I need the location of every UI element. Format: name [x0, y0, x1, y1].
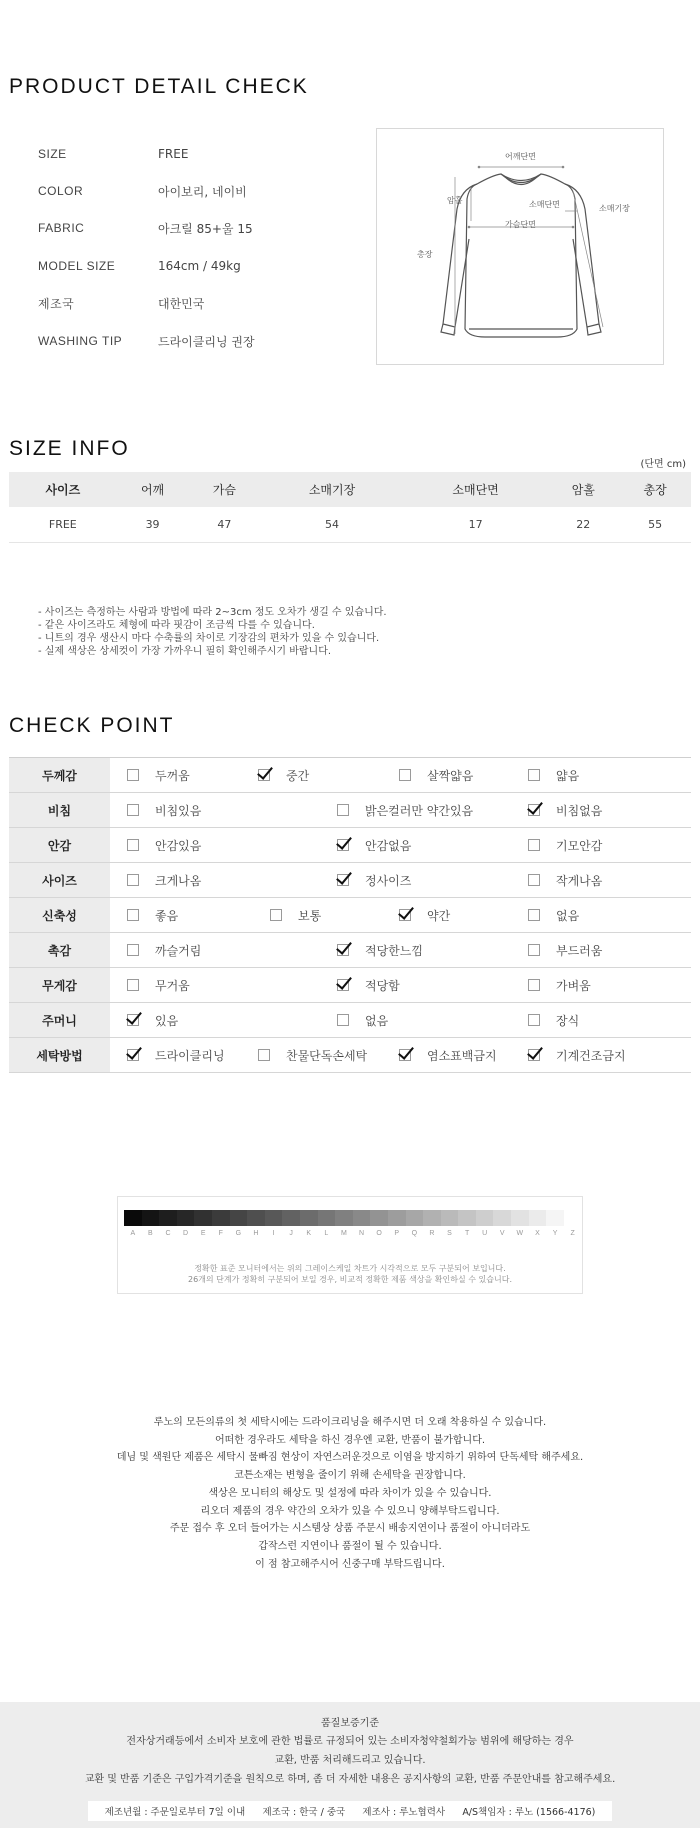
footer-line: 전자상거래등에서 소비자 보호에 관한 법률로 규정되어 있는 소비자청약철회가능 범위에 해당하는 경우: [126, 1736, 574, 1747]
empty-checkbox-icon: [127, 944, 139, 956]
size-info-title: SIZE INFO: [9, 437, 130, 460]
empty-checkbox-icon: [270, 909, 282, 921]
grayscale-swatch: [441, 1210, 459, 1226]
empty-checkbox-icon: [528, 1014, 540, 1026]
check-point-label: 두께감: [9, 758, 110, 792]
product-detail-value: FREE: [158, 147, 189, 161]
size-header-cell: 가슴: [188, 472, 260, 507]
check-point-label: 주머니: [9, 1003, 110, 1037]
grayscale-swatch: [406, 1210, 424, 1226]
size-note-line: - 사이즈는 측정하는 사람과 방법에 따라 2~3cm 정도 오차가 생길 수 있습니다.: [38, 607, 387, 618]
check-option-label: 기모안감: [556, 838, 603, 853]
empty-checkbox-icon: [127, 979, 139, 991]
size-cell: 54: [260, 507, 404, 542]
check-option: [270, 898, 321, 932]
grayscale-swatch: [511, 1210, 529, 1226]
empty-checkbox-icon: [528, 909, 540, 921]
grayscale-swatch: [564, 1210, 582, 1226]
check-option: [399, 1038, 497, 1072]
check-option: [528, 793, 602, 827]
check-option-label: 안감없음: [365, 838, 412, 853]
diagram-label-armhole: 암홀: [447, 196, 463, 205]
footer-line: 교환, 반품 처리해드리고 있습니다.: [274, 1755, 426, 1766]
check-option-label: 밝은컬러만 약간있음: [365, 803, 474, 818]
size-header-cell: 어깨: [117, 472, 189, 507]
check-point-row: [9, 828, 691, 863]
size-unit-note: (단면 cm): [640, 459, 686, 470]
diagram-label-sleeve-length: 소매기장: [599, 204, 630, 213]
checked-checkbox-icon: [399, 909, 411, 921]
check-point-label: 안감: [9, 828, 110, 862]
grayscale-letter: S: [447, 1230, 452, 1237]
product-detail-row: [38, 144, 188, 164]
check-point-row: [9, 863, 691, 898]
product-detail-title: PRODUCT DETAIL CHECK: [9, 75, 309, 98]
check-option: [127, 898, 178, 932]
check-option: [337, 933, 423, 967]
grayscale-swatch: [265, 1210, 283, 1226]
check-option: [127, 933, 201, 967]
grayscale-swatch: [247, 1210, 265, 1226]
notice-line: 코튼소재는 변형을 줄이기 위해 손세탁을 권장합니다.: [234, 1470, 466, 1482]
empty-checkbox-icon: [127, 839, 139, 851]
empty-checkbox-icon: [528, 979, 540, 991]
check-point-row: [9, 758, 691, 793]
product-detail-value: 164cm / 49kg: [158, 259, 241, 273]
grayscale-letter: K: [306, 1230, 312, 1237]
grayscale-swatch: [370, 1210, 388, 1226]
footer-bar-item: 제조년월 : 주문일로부터 7일 이내: [104, 1807, 246, 1818]
grayscale-letter: T: [464, 1230, 470, 1237]
check-point-table: [9, 757, 691, 1073]
grayscale-letter: Z: [570, 1230, 575, 1237]
grayscale-caption-line: 26개의 단계가 정확히 구분되어 보일 경우, 비교적 정확한 제품 색상을 확인하실 수 있습니다.: [188, 1275, 512, 1284]
check-point-options: [110, 898, 691, 932]
check-option: [528, 758, 579, 792]
check-option-label: 크게나옴: [155, 873, 202, 888]
check-point-options: [110, 1038, 691, 1072]
grayscale-letter: L: [324, 1230, 329, 1237]
grayscale-letter: P: [394, 1230, 400, 1237]
grayscale-letter: N: [358, 1230, 365, 1237]
check-option-label: 두꺼움: [155, 768, 190, 783]
grayscale-swatch: [212, 1210, 230, 1226]
check-option-label: 부드러움: [556, 943, 603, 958]
check-option-label: 가벼움: [556, 978, 591, 993]
footer-text: [0, 1732, 700, 1789]
check-option-label: 얇음: [556, 768, 580, 783]
manufacturer-info-bar: [88, 1801, 612, 1821]
check-option-label: 없음: [365, 1013, 389, 1028]
empty-checkbox-icon: [127, 874, 139, 886]
checked-checkbox-icon: [337, 839, 349, 851]
grayscale-letter: E: [200, 1230, 206, 1237]
checked-checkbox-icon: [127, 1049, 139, 1061]
grayscale-swatch: [159, 1210, 177, 1226]
grayscale-swatch: [124, 1210, 142, 1226]
size-cell: 22: [547, 507, 619, 542]
grayscale-chart: [117, 1196, 583, 1294]
check-option-label: 있음: [155, 1013, 179, 1028]
grayscale-letter: A: [130, 1230, 136, 1237]
empty-checkbox-icon: [127, 804, 139, 816]
check-point-row: [9, 1003, 691, 1038]
size-header-cell: 소매단면: [404, 472, 548, 507]
size-cell: 17: [404, 507, 548, 542]
checked-checkbox-icon: [337, 944, 349, 956]
notice-line: 데님 및 색원단 제품은 세탁시 물빠짐 현상이 자연스러운것으로 이염을 방지하기 위하여 단독세탁 해주세요.: [116, 1452, 584, 1464]
check-point-row: [9, 898, 691, 933]
check-option-label: 찬물단독손세탁: [286, 1048, 368, 1063]
check-point-options: [110, 1003, 691, 1037]
grayscale-swatch: [458, 1210, 476, 1226]
footer-line: 교환 및 반품 기준은 구입가격기준을 원칙으로 하며, 좀 더 자세한 내용은 공지사항의 교환, 반품 주문안내를 참고해주세요.: [84, 1774, 616, 1785]
notice-line: 이 점 참고해주시어 신중구매 부탁드립니다.: [255, 1558, 445, 1570]
check-option: [127, 828, 201, 862]
check-option: [127, 1038, 225, 1072]
grayscale-letter: C: [165, 1230, 171, 1237]
grayscale-letter: Y: [552, 1230, 558, 1237]
grayscale-letter: U: [482, 1230, 488, 1237]
check-option-label: 정사이즈: [365, 873, 412, 888]
quality-guarantee-footer: [0, 1702, 700, 1828]
diagram-label-chest: 가슴단면: [505, 220, 536, 229]
grayscale-swatch: [423, 1210, 441, 1226]
check-option: [528, 1038, 626, 1072]
empty-checkbox-icon: [528, 874, 540, 886]
product-detail-label: MODEL SIZE: [38, 259, 116, 273]
grayscale-letter: J: [289, 1230, 293, 1237]
check-point-label: 세탁방법: [9, 1038, 110, 1072]
grayscale-swatch: [300, 1210, 318, 1226]
check-point-row: [9, 968, 691, 1003]
check-point-options: [110, 793, 691, 827]
product-detail-value: 대한민국: [158, 296, 205, 311]
check-option: [528, 828, 602, 862]
check-point-label: 촉감: [9, 933, 110, 967]
product-detail-row: [38, 181, 247, 201]
grayscale-swatch: [388, 1210, 406, 1226]
check-option: [528, 863, 602, 897]
check-option: [337, 968, 400, 1002]
check-option: [399, 758, 473, 792]
check-option: [528, 968, 591, 1002]
check-option: [258, 1038, 367, 1072]
size-note-line: - 니트의 경우 생산시 마다 수축률의 차이로 기장감의 편차가 있을 수 있습니다.: [38, 633, 380, 644]
diagram-label-shoulder: 어깨단면: [505, 152, 536, 161]
grayscale-letter: V: [499, 1230, 505, 1237]
size-cell: 47: [188, 507, 260, 542]
grayscale-letters: [124, 1230, 581, 1237]
check-point-options: [110, 863, 691, 897]
product-detail-row: [38, 293, 204, 313]
check-option: [399, 898, 450, 932]
diagram-label-sleeve-width: 소매단면: [529, 200, 560, 209]
size-notes: [38, 606, 387, 658]
grayscale-swatch: [493, 1210, 511, 1226]
washing-notice: [0, 1414, 700, 1573]
size-note-line: - 실제 색상은 상세컷이 가장 가까우니 필히 확인해주시기 바랍니다.: [38, 646, 332, 657]
size-diagram: [376, 128, 664, 365]
check-option-label: 보통: [298, 908, 322, 923]
check-point-options: [110, 758, 691, 792]
product-detail-label: COLOR: [38, 184, 84, 198]
grayscale-letter: O: [376, 1230, 382, 1237]
product-detail-row: [38, 256, 241, 276]
checked-checkbox-icon: [337, 979, 349, 991]
check-option: [127, 793, 201, 827]
size-header-cell: 총장: [619, 472, 691, 507]
notice-line: 갑작스런 지연이나 품절이 될 수 있습니다.: [258, 1540, 442, 1552]
product-detail-label: WASHING TIP: [38, 334, 123, 348]
check-option-label: 좋음: [155, 908, 179, 923]
empty-checkbox-icon: [528, 769, 540, 781]
grayscale-letter: W: [516, 1230, 524, 1237]
check-option: [528, 1003, 579, 1037]
product-detail-value: 아크릴 85+울 15: [158, 221, 253, 236]
check-option: [127, 863, 201, 897]
empty-checkbox-icon: [258, 1049, 270, 1061]
grayscale-swatch: [177, 1210, 195, 1226]
empty-checkbox-icon: [528, 944, 540, 956]
product-detail-row: [38, 331, 255, 351]
footer-bar-item: 제조사 : 루노협력사: [362, 1807, 446, 1818]
grayscale-letter: M: [341, 1230, 347, 1237]
check-point-row: [9, 793, 691, 828]
check-option-label: 장식: [556, 1013, 580, 1028]
check-option: [337, 828, 411, 862]
product-detail-value: 드라이클리닝 권장: [158, 334, 255, 349]
checked-checkbox-icon: [528, 1049, 540, 1061]
check-point-label: 무게감: [9, 968, 110, 1002]
check-option-label: 약간: [427, 908, 451, 923]
empty-checkbox-icon: [399, 769, 411, 781]
check-option-label: 무거움: [155, 978, 190, 993]
check-point-options: [110, 968, 691, 1002]
check-option: [127, 1003, 178, 1037]
check-point-label: 사이즈: [9, 863, 110, 897]
grayscale-letter: I: [272, 1230, 275, 1237]
grayscale-letter: X: [535, 1230, 540, 1237]
check-option: [127, 968, 190, 1002]
check-option: [528, 898, 579, 932]
product-detail-value: 아이보리, 네이비: [158, 184, 247, 199]
notice-line: 루노의 모든의류의 첫 세탁시에는 드라이크리닝을 해주시면 더 오래 착용하실 수 있습니다.: [153, 1417, 547, 1428]
grayscale-swatch: [194, 1210, 212, 1226]
grayscale-letter: H: [253, 1230, 259, 1237]
notice-line: 색상은 모니터의 해상도 및 설정에 따라 차이가 있을 수 있습니다.: [208, 1487, 492, 1499]
check-option-label: 드라이클리닝: [155, 1048, 225, 1063]
check-option: [528, 933, 602, 967]
check-point-options: [110, 933, 691, 967]
grayscale-swatch: [282, 1210, 300, 1226]
grayscale-swatch: [335, 1210, 353, 1226]
check-point-row: [9, 1038, 691, 1073]
grayscale-letter: R: [429, 1230, 435, 1237]
notice-line: 리오더 제품의 경우 약간의 오차가 있을 수 있으니 양해부탁드립니다.: [200, 1505, 500, 1517]
check-option: [337, 793, 473, 827]
check-option-label: 안감있음: [155, 838, 202, 853]
check-option-label: 기계건조금지: [556, 1048, 626, 1063]
check-option-label: 없음: [556, 908, 580, 923]
check-option-label: 염소표백금지: [427, 1048, 497, 1063]
product-detail-label: SIZE: [38, 147, 67, 161]
check-option: [127, 758, 190, 792]
check-point-label: 신축성: [9, 898, 110, 932]
grayscale-letter: Q: [411, 1230, 418, 1237]
size-cell: 55: [619, 507, 691, 542]
check-point-label: 비침: [9, 793, 110, 827]
grayscale-swatch: [353, 1210, 371, 1226]
check-point-title: CHECK POINT: [9, 714, 175, 737]
grayscale-letter: G: [235, 1230, 242, 1237]
size-header-cell: 암홀: [547, 472, 619, 507]
product-detail-label: 제조국: [38, 296, 75, 311]
check-option: [337, 863, 411, 897]
check-option-label: 적당한느낌: [365, 943, 423, 958]
size-cell: 39: [117, 507, 189, 542]
grayscale-letter: B: [148, 1230, 153, 1237]
check-option: [258, 758, 309, 792]
grayscale-swatch: [529, 1210, 547, 1226]
size-note-line: - 같은 사이즈라도 체형에 따라 핏감이 조금씩 다를 수 있습니다.: [38, 620, 315, 631]
size-cell: FREE: [9, 507, 117, 542]
check-option-label: 비침없음: [556, 803, 603, 818]
grayscale-caption-line: 정확한 표준 모니터에서는 위의 그레이스케일 차트가 시각적으로 모두 구분되어 보입니다.: [194, 1264, 506, 1273]
check-option: [337, 1003, 388, 1037]
size-header-cell: 사이즈: [9, 472, 117, 507]
grayscale-strip: [124, 1210, 581, 1226]
checked-checkbox-icon: [127, 1014, 139, 1026]
check-option-label: 작게나옴: [556, 873, 603, 888]
footer-bar-item: 제조국 : 한국 / 중국: [262, 1807, 346, 1818]
product-detail-label: FABRIC: [38, 221, 85, 235]
check-option-label: 중간: [286, 768, 310, 783]
check-option-label: 살짝얇음: [427, 768, 474, 783]
checked-checkbox-icon: [337, 874, 349, 886]
checked-checkbox-icon: [528, 804, 540, 816]
product-detail-row: [38, 218, 253, 238]
size-header-cell: 소매기장: [260, 472, 404, 507]
size-table: [9, 472, 691, 543]
grayscale-swatch: [318, 1210, 336, 1226]
grayscale-swatch: [142, 1210, 160, 1226]
empty-checkbox-icon: [528, 839, 540, 851]
grayscale-swatch: [546, 1210, 564, 1226]
empty-checkbox-icon: [127, 769, 139, 781]
check-option-label: 비침있음: [155, 803, 202, 818]
grayscale-caption: [118, 1263, 582, 1285]
check-point-options: [110, 828, 691, 862]
empty-checkbox-icon: [127, 909, 139, 921]
grayscale-letter: F: [218, 1230, 223, 1237]
checked-checkbox-icon: [399, 1049, 411, 1061]
grayscale-letter: D: [183, 1230, 189, 1237]
notice-line: 주문 접수 후 오더 들어가는 시스템상 상품 주문시 배송지연이나 품절이 아니더라도: [169, 1523, 531, 1535]
check-point-row: [9, 933, 691, 968]
footer-title: 품질보증기준: [321, 1718, 379, 1729]
size-table-row: [9, 507, 691, 542]
empty-checkbox-icon: [337, 1014, 349, 1026]
checked-checkbox-icon: [258, 769, 270, 781]
size-table-header: [9, 472, 691, 507]
footer-bar-item: A/S책임자 : 루노 (1566-4176): [462, 1807, 596, 1818]
check-option-label: 적당함: [365, 978, 400, 993]
diagram-label-total-length: 총장: [417, 250, 433, 259]
check-option-label: 까슬거림: [155, 943, 202, 958]
empty-checkbox-icon: [337, 804, 349, 816]
grayscale-swatch: [476, 1210, 494, 1226]
grayscale-swatch: [230, 1210, 248, 1226]
sweater-outline-icon: [377, 129, 665, 366]
notice-line: 어떠한 경우라도 세탁을 하신 경우엔 교환, 반품이 불가합니다.: [214, 1434, 486, 1446]
